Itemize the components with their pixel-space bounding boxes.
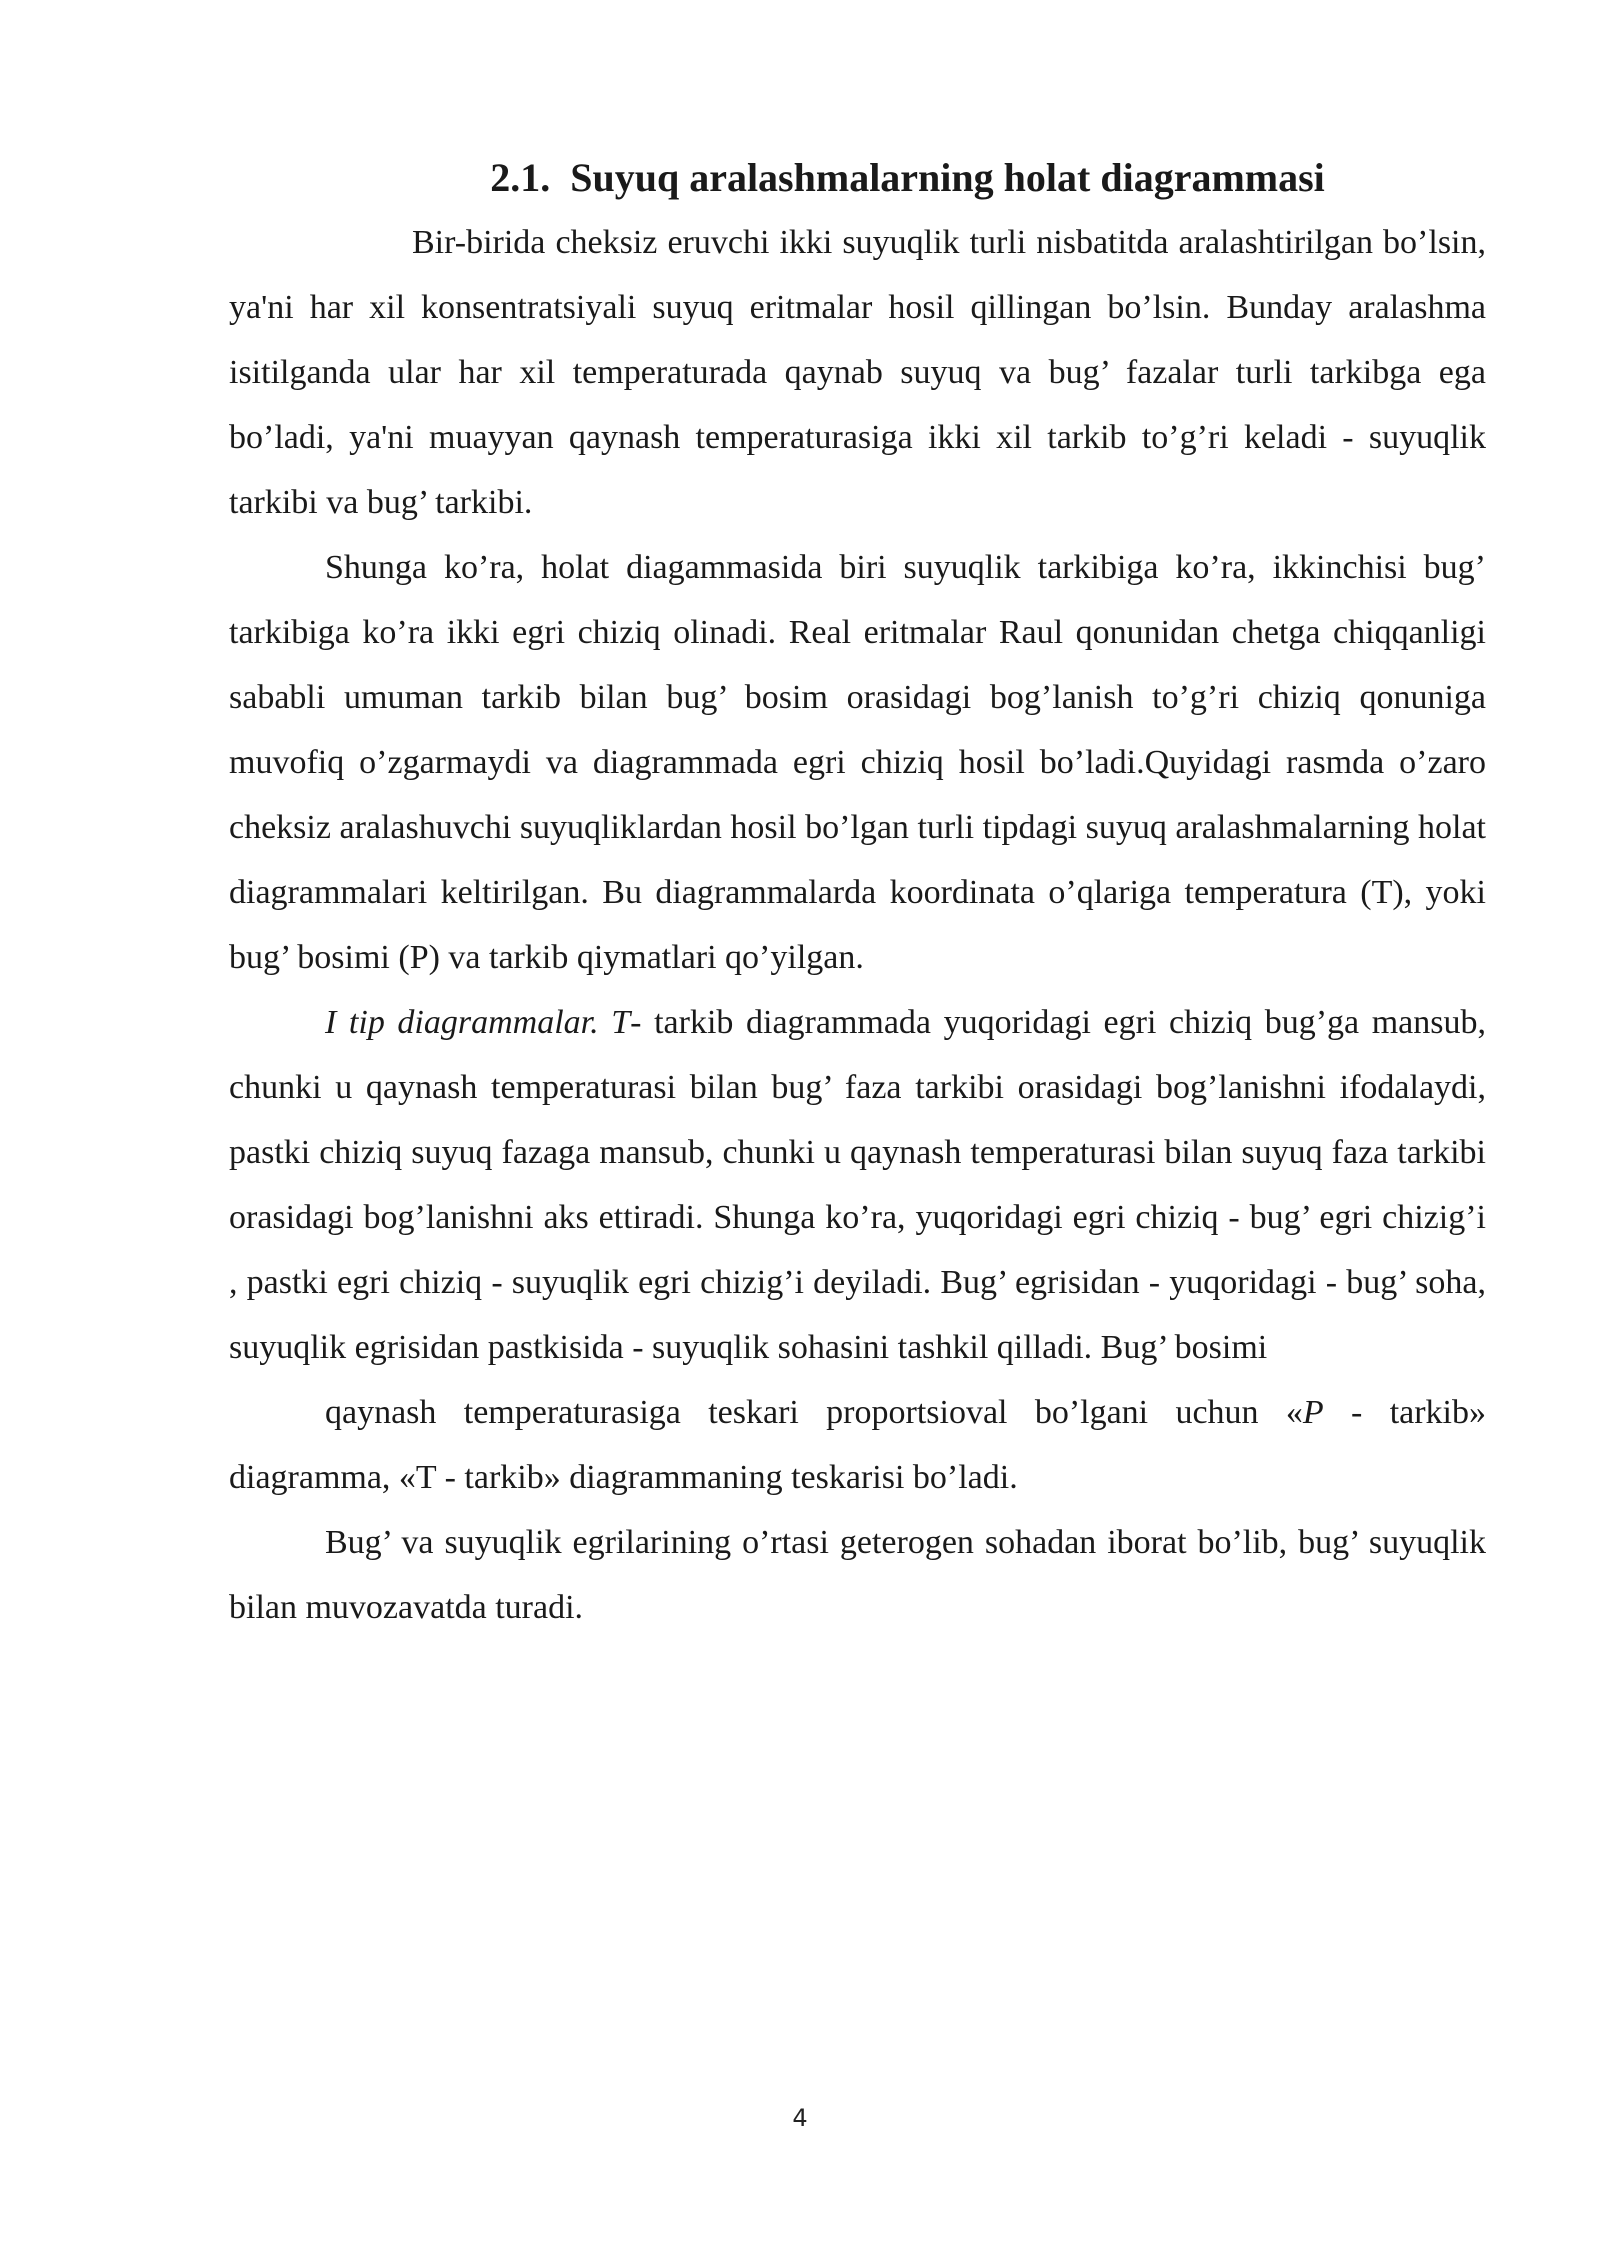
pressure-symbol: P [1302,1394,1324,1431]
pressure-text-end: - tarkib» diagramma, «T - tarkib» diagrammaning teskarisi bo’ladi. [229,1394,1486,1496]
paragraph-equilibrium: Bug’ va suyuqlik egrilarining o’rtasi geterogen sohadan iborat bo’lib, bug’ suyuqlik bilan muvozavatda turadi. [229,1524,1486,1626]
paragraph-pressure [229,1380,1486,1510]
type-one-text: - tarkib diagrammada yuqoridagi egri chiziq bug’ga mansub, chunki u qaynash temperaturasi bilan bug’ faza tarkibi orasidagi bog’lanishni ifodalaydi, pastki chiziq suyuq fazaga mansub, chunki u qaynash temperaturasi bilan suyuq faza tarkibi orasidagi bog’lanishni aks ettiradi. Shunga ko’ra, yuqoridagi egri chiziq - bug’ egri chizig’i , pastki egri chiziq - suyuqlik egri chizig’i deyiladi. Bug’ egrisidan - yuqoridagi - bug’ soha, suyuqlik egrisidan pastkisida - suyuqlik sohasini tashkil qilladi. Bug’ bosimi [229,1004,1486,1366]
pressure-text-start: qaynash temperaturasiga teskari proportsioval bo’lgani uchun « [325,1394,1303,1431]
page-number: 4 [792,2104,808,2132]
paragraph-intro: Bir-birida cheksiz eruvchi ikki suyuqlik turli nisbatitda aralashtirilgan bo’lsin, ya'ni har xil konsentratsiyali suyuq eritmalar hosil qillingan bo’lsin. Bunday aralashma isitilganda ular har xil temperaturada qaynab suyuq va bug’ fazalar turli tarkibga ega bo’ladi, ya'ni muayyan qaynash temperaturasiga ikki xil tarkib to’g’ri keladi - suyuqlik tarkibi va bug’ tarkibi. [229,224,1486,521]
section-heading: 2.1. Suyuq aralashmalarning holat diagrammasi [490,155,1325,200]
document-page [229,150,1486,1640]
type-one-heading: I tip diagrammalar. T [325,1004,631,1041]
paragraph-type-one [229,990,1486,1380]
paragraph-curves: Shunga ko’ra, holat diagammasida biri suyuqlik tarkibiga ko’ra, ikkinchisi bug’ tarkibiga ko’ra ikki egri chiziq olinadi. Real eritmalar Raul qonunidan chetga chiqqanligi sababli umuman tarkib bilan bug’ bosim orasidagi bog’lanish to’g’ri chiziq qonuniga muvofiq o’zgarmaydi va diagrammada egri chiziq hosil bo’ladi.Quyidagi rasmda o’zaro cheksiz aralashuvchi suyuqliklardan hosil bo’lgan turli tipdagi suyuq aralashmalarning holat diagrammalari keltirilgan. Bu diagrammalarda koordinata o’qlariga temperatura (T), yoki bug’ bosimi (P) va tarkib qiymatlari qo’yilgan. [229,549,1486,976]
